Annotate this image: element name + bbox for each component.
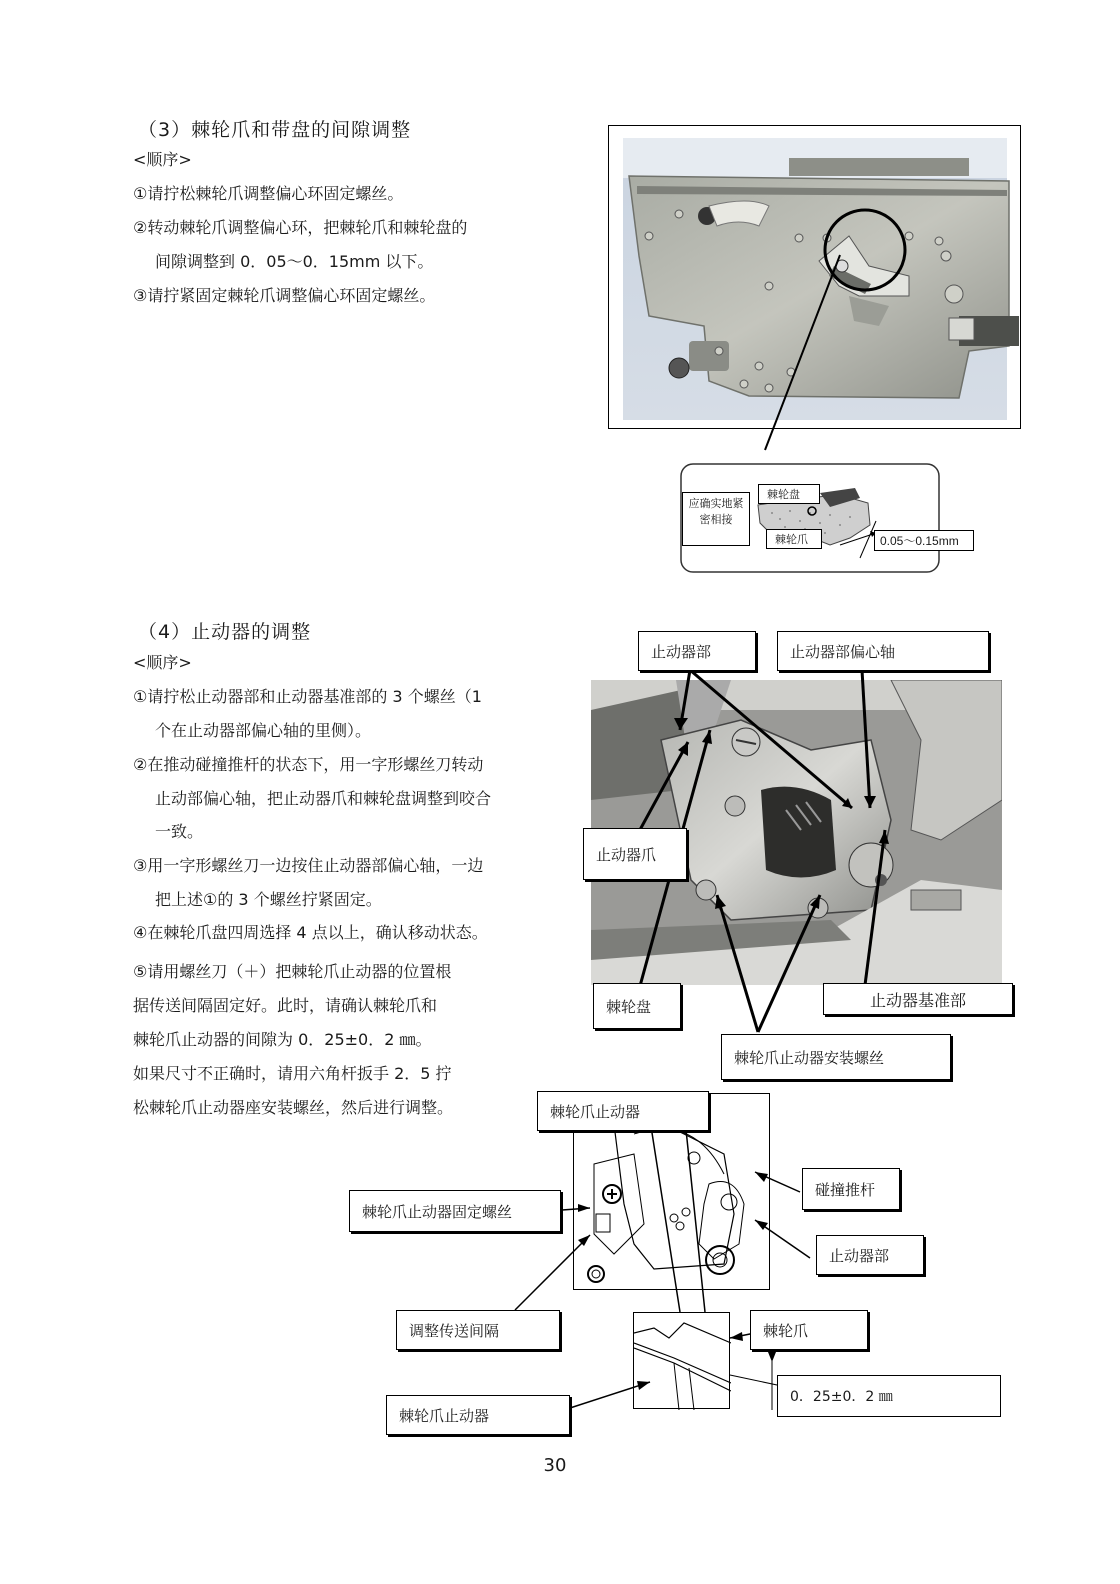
section4-step-2-cont-2: 一致。 bbox=[155, 822, 204, 841]
stopper-part-label: 止动器部 bbox=[638, 631, 756, 671]
claw-stopper-bottom-label: 棘轮爪止动器 bbox=[386, 1395, 570, 1435]
page-number: 30 bbox=[543, 1455, 567, 1476]
adjust-feed-interval-label: 调整传送间隔 bbox=[396, 1310, 560, 1350]
section4-step-3-cont: 把上述①的 3 个螺丝拧紧固定。 bbox=[155, 890, 382, 909]
section3-step-2-cont: 间隙调整到 0．05～0．15mm 以下。 bbox=[155, 252, 434, 271]
stopper-eccentric-shaft-label: 止动器部偏心轴 bbox=[777, 631, 989, 671]
section3-title: （3）棘轮爪和带盘的间隙调整 bbox=[138, 119, 412, 141]
stopper-base-label: 止动器基准部 bbox=[823, 983, 1013, 1015]
section4-step-2-cont-1: 止动部偏心轴，把止动器爪和棘轮盘调整到咬合 bbox=[155, 789, 492, 808]
section4-step-5: ⑤请用螺丝刀（＋）把棘轮爪止动器的位置根 bbox=[133, 962, 452, 981]
stopper-part-diagram-label: 止动器部 bbox=[816, 1235, 924, 1275]
section3-subtitle: <顺序> bbox=[133, 150, 192, 169]
section4-step-3: ③用一字形螺丝刀一边按住止动器部偏心轴，一边 bbox=[133, 856, 484, 875]
claw-stopper-top-label: 棘轮爪止动器 bbox=[537, 1091, 709, 1131]
ratchet-claw-detail-label: 棘轮爪 bbox=[766, 529, 822, 549]
ratchet-claw-diagram-label: 棘轮爪 bbox=[750, 1310, 868, 1350]
section4-step-1: ①请拧松止动器部和止动器基准部的 3 个螺丝（1 bbox=[133, 687, 482, 706]
section4-title: （4）止动器的调整 bbox=[138, 621, 312, 643]
detail-leader-line bbox=[740, 250, 860, 480]
section4-step-1-cont: 个在止动器部偏心轴的里侧）。 bbox=[155, 721, 372, 740]
claw-stopper-mount-screw-label: 棘轮爪止动器安装螺丝 bbox=[721, 1034, 951, 1080]
section3-step-2: ②转动棘轮爪调整偏心环，把棘轮爪和棘轮盘的 bbox=[133, 218, 468, 237]
section4-note-1: 如果尺寸不正确时，请用六角杆扳手 2．5 拧 bbox=[133, 1064, 452, 1083]
section4-step-5-cont-1: 据传送间隔固定好。此时，请确认棘轮爪和 bbox=[133, 996, 438, 1015]
section3-step-3: ③请拧紧固定棘轮爪调整偏心环固定螺丝。 bbox=[133, 286, 436, 305]
tight-contact-note-line-1: 应确实地紧 bbox=[688, 497, 744, 510]
section4-note-2: 松棘轮爪止动器座安装螺丝，然后进行调整。 bbox=[133, 1098, 454, 1117]
gap-value-label: 0．25±0．2 ㎜ bbox=[777, 1375, 1001, 1417]
gap-range-label: 0.05～0.15mm bbox=[874, 530, 974, 551]
tight-contact-note-line-2: 密相接 bbox=[699, 513, 733, 526]
section3-step-1: ①请拧松棘轮爪调整偏心环固定螺丝。 bbox=[133, 184, 404, 203]
ratchet-disc-label: 棘轮盘 bbox=[593, 983, 681, 1029]
section4-step-2: ②在推动碰撞推杆的状态下，用一字形螺丝刀转动 bbox=[133, 755, 484, 774]
push-rod-label: 碰撞推杆 bbox=[802, 1168, 900, 1210]
section4-step-5-cont-2: 棘轮爪止动器的间隙为 0．25±0．2 ㎜。 bbox=[133, 1030, 432, 1049]
ratchet-disc-detail-label: 棘轮盘 bbox=[758, 484, 820, 504]
section4-step-4: ④在棘轮爪盘四周选择 4 点以上，确认移动状态。 bbox=[133, 923, 488, 942]
claw-stopper-fix-screw-label: 棘轮爪止动器固定螺丝 bbox=[349, 1190, 561, 1232]
section4-subtitle: <顺序> bbox=[133, 653, 192, 672]
stopper-claw-label: 止动器爪 bbox=[583, 828, 687, 880]
tight-contact-note bbox=[682, 492, 750, 546]
